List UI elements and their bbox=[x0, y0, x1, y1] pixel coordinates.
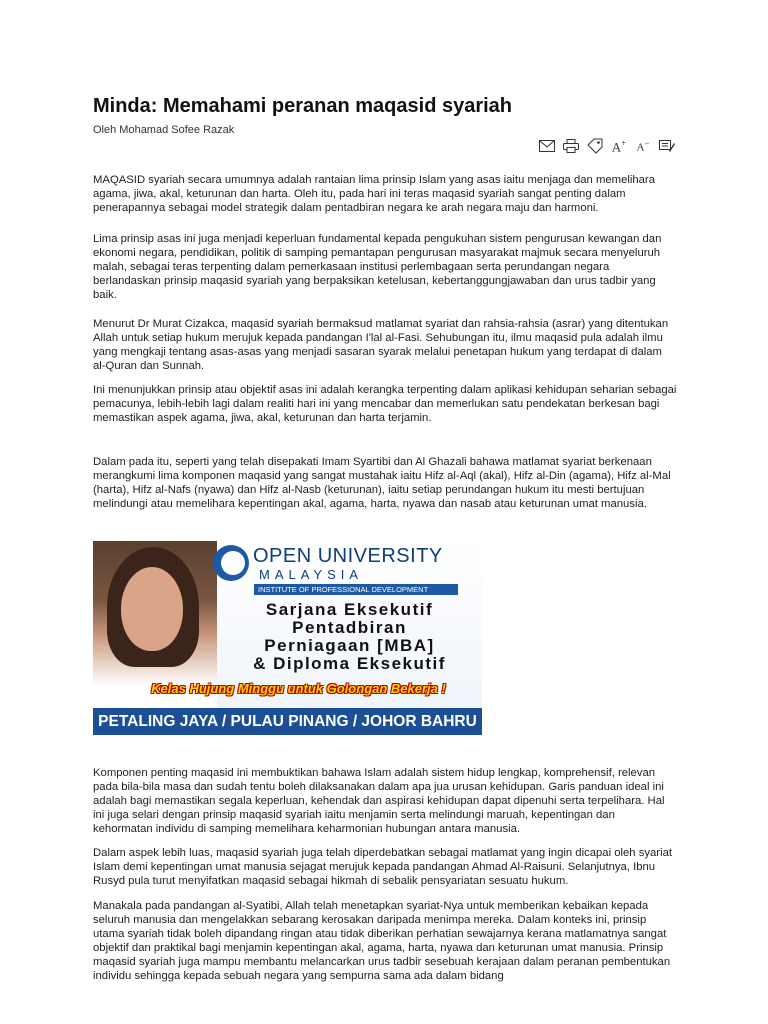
font-decrease-sup: − bbox=[644, 137, 650, 148]
email-icon[interactable] bbox=[538, 138, 556, 154]
font-decrease-label: A bbox=[636, 141, 645, 154]
article-byline: Oleh Mohamad Sofee Razak bbox=[93, 124, 235, 136]
print-icon[interactable] bbox=[562, 138, 580, 154]
article-title: Minda: Memahami peranan maqasid syariah bbox=[93, 95, 513, 117]
comment-icon[interactable] bbox=[658, 138, 676, 154]
ad-program bbox=[217, 601, 482, 673]
paragraph: Lima prinsip asas ini juga menjadi keperluan fundamental kepada pengukuhan sistem pengurusan kewangan dan ekonomi negara, pendidikan, politik di samping pemantapan pengurusan masyarakat majmuk secara menyeluruh malah, sebagai teras terpenting dalam pemerkasaan institusi perlembagaan serta perundangan negara berlandaskan prinsip maqasid syariah yang berpaksikan ketelusan, kebertanggungjawaban dan urus tadbir yang baik. bbox=[93, 233, 662, 301]
ad-brand: OPEN UNIVERSITY bbox=[253, 545, 443, 567]
ad-program-line: & Diploma Eksekutif bbox=[253, 654, 446, 673]
ad-program-line: Pentadbiran bbox=[292, 618, 407, 637]
paragraph: Menurut Dr Murat Cizakca, maqasid syariah bermaksud matlamat syariat dan rahsia-rahsia (asrar) yang ditentukan Allah untuk setiap hukum merujuk kepada pandangan I'lal al-Fasi. Sehubungan itu, ilmu maqasid pula adalah ilmu yang mengkaji tentang asas-asas yang menjadi sasaran syarak melalui penetapan hukum yang terdapat di dalam al-Quran dan Sunnah. bbox=[93, 318, 669, 372]
font-increase-sup: + bbox=[621, 137, 627, 148]
paragraph: Manakala pada pandangan al-Syatibi, Allah telah menetapkan syariat-Nya untuk memberikan kebaikan kepada seluruh manusia dan mengelakkan sebarang kerosakan daripada menimpa mereka. Dalam konteks ini, prinsip utama syariah tidak boleh dipandang ringan atau tidak diberikan perhatian sewajarnya kerana matlamatnya sangat objektif dan praktikal bagi menjamin kepentingan akal, agama, harta, nyawa dan keturunan umat manusia. Prinsip maqasid syariah juga mampu membantu melancarkan urus tadbir sesebuah kerajaan dalam peranan pembentukan individu sehingga kepada sebuah negara yang sempurna sama ada dalam bidang bbox=[93, 900, 671, 982]
university-logo-icon bbox=[213, 545, 249, 581]
paragraph: MAQASID syariah secara umumnya adalah rantaian lima prinsip Islam yang asas iaitu menjaga dan memelihara agama, jiwa, akal, keturunan dan harta. Oleh itu, pada hari ini teras maqasid syariah sangat penting dalam penerapannya sebagai model strategik dalam pentadbiran negara ke arah negara maju dan harmoni. bbox=[93, 174, 655, 214]
ad-institute: INSTITUTE OF PROFESSIONAL DEVELOPMENT bbox=[254, 584, 458, 595]
font-decrease-icon[interactable] bbox=[634, 138, 652, 154]
advertisement-banner[interactable] bbox=[93, 541, 482, 735]
paragraph: Dalam aspek lebih luas, maqasid syariah juga telah diperdebatkan sebagai matlamat yang ingin dicapai oleh syariat Islam demi kepentingan umat manusia sejagat merujuk kepada pandangan Ahmad Al-Raisuni. Selanjutnya, Ibnu Rusyd pula turut menyifatkan maqasid sebagai hikmah di sebalik pensyariatan sesuatu hukum. bbox=[93, 847, 672, 887]
tag-icon[interactable] bbox=[586, 138, 604, 154]
paragraph: Dalam pada itu, seperti yang telah disepakati Imam Syartibi dan Al Ghazali bahawa matlamat syariat berkenaan merangkumi lima komponen maqasid yang sangat mustahak iaitu Hifz al-Aql (akal), Hifz al-Din (agama), Hifz al-Mal (harta), Hifz al-Nafs (nyawa) dan Hifz al-Nasb (keturunan), iaitu setiap perundangan hukum itu mesti bertujuan melindungi atau memelihara kepentingan akal, agama, harta, nyawa dan nasab atau keturunan umat manusia. bbox=[93, 456, 671, 510]
ad-tagline: Kelas Hujung Minggu untuk Golongan Bekerja ! bbox=[151, 681, 446, 696]
ad-program-line: Sarjana Eksekutif bbox=[265, 600, 434, 619]
ad-locations: PETALING JAYA / PULAU PINANG / JOHOR BAHRU bbox=[93, 708, 482, 735]
ad-brand-sub: MALAYSIA bbox=[259, 567, 364, 582]
ad-program-line: Perniagaan [MBA] bbox=[264, 636, 435, 655]
paragraph: Ini menunjukkan prinsip atau objektif asas ini adalah kerangka terpenting dalam aplikasi kehidupan seharian sebagai pemacunya, lebih-lebih lagi dalam realiti hari ini yang mencabar dan memerlukan satu pendekatan berkesan bagi memastikan aspek agama, jiwa, akal, keturunan dan harta terjamin. bbox=[93, 384, 677, 424]
font-increase-label: A bbox=[611, 139, 622, 155]
paragraph: Komponen penting maqasid ini membuktikan bahawa Islam adalah sistem hidup lengkap, komprehensif, relevan pada bila-bila masa dan sudah tentu boleh dilaksanakan dalam apa jua urusan kehidupan. Garis panduan ideal ini adalah bagi memastikan segala keperluan, kehendak dan aspirasi kehidupan dapat dipenuhi serta terpelihara. Hal ini juga selari dengan prinsip maqasid syariah iaitu menjamin serta melindungi maruah, kepentingan dan kehormatan individu di samping memelihara keharmonian hubungan antara manusia. bbox=[93, 767, 665, 835]
font-increase-icon[interactable] bbox=[610, 138, 628, 154]
article-toolbar bbox=[538, 138, 676, 154]
